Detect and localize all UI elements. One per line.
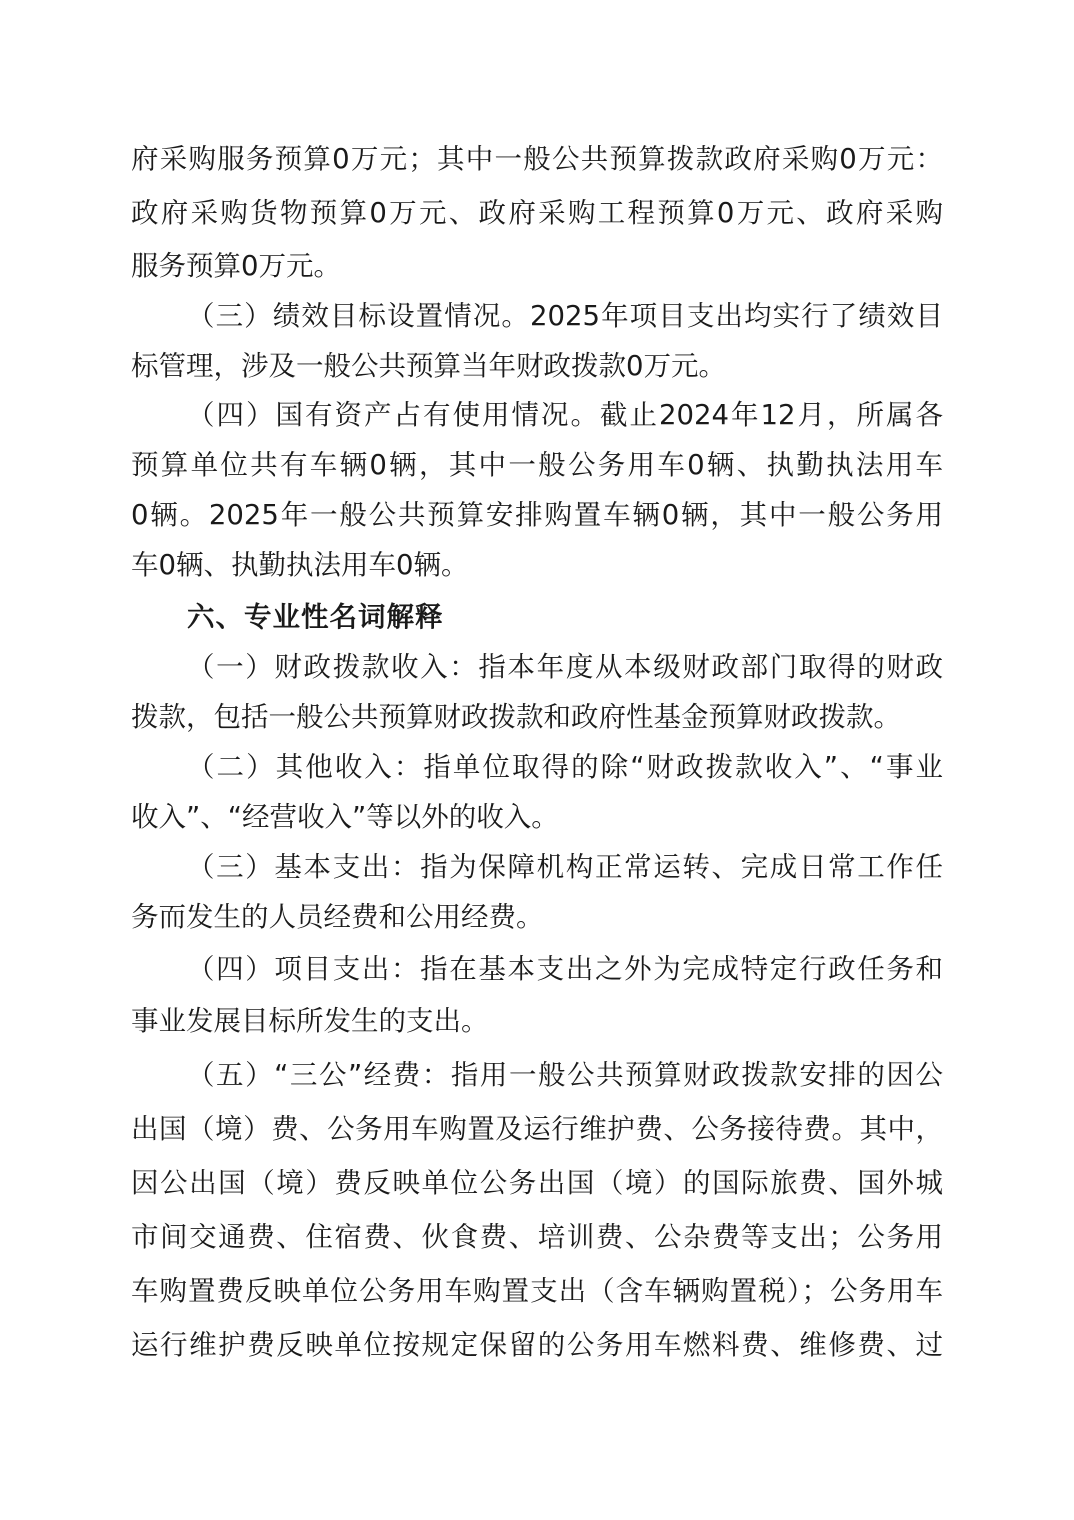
- text-line: 预算单位共有车辆0辆，其中一般公务用车0辆、执勤执法用车: [131, 449, 943, 481]
- text-line: （四）国有资产占有使用情况。截止2024年12月，所属各: [187, 399, 943, 431]
- text-line: 收入”、“经营收入”等以外的收入。: [131, 801, 559, 833]
- text-line: 出国（境）费、公务用车购置及运行维护费、公务接待费。其中，: [131, 1113, 943, 1145]
- text-line: 拨款，包括一般公共预算财政拨款和政府性基金预算财政拨款。: [131, 701, 901, 733]
- text-line: （五）“三公”经费：指用一般公共预算财政拨款安排的因公: [187, 1059, 943, 1091]
- text-line: 事业发展目标所发生的支出。: [131, 1005, 489, 1037]
- text-line: 0辆。2025年一般公共预算安排购置车辆0辆，其中一般公务用: [131, 499, 943, 531]
- text-line: （一）财政拨款收入：指本年度从本级财政部门取得的财政: [187, 651, 943, 683]
- text-line: 务而发生的人员经费和公用经费。: [131, 901, 544, 933]
- text-line: （四）项目支出：指在基本支出之外为完成特定行政任务和: [187, 953, 943, 985]
- text-line: 市间交通费、住宿费、伙食费、培训费、公杂费等支出；公务用: [131, 1221, 943, 1253]
- text-line: 因公出国（境）费反映单位公务出国（境）的国际旅费、国外城: [131, 1167, 943, 1199]
- text-line: （二）其他收入：指单位取得的除“财政拨款收入”、“事业: [187, 751, 943, 783]
- text-line: 政府采购货物预算0万元、政府采购工程预算0万元、政府采购: [131, 197, 943, 229]
- section-heading: 六、专业性名词解释: [187, 601, 444, 633]
- text-line: 府采购服务预算0万元；其中一般公共预算拨款政府采购0万元：: [131, 143, 943, 175]
- text-line: 标管理，涉及一般公共预算当年财政拨款0万元。: [131, 350, 726, 382]
- text-line: （三）绩效目标设置情况。2025年项目支出均实行了绩效目: [187, 300, 943, 332]
- text-line: 运行维护费反映单位按规定保留的公务用车燃料费、维修费、过: [131, 1329, 943, 1361]
- text-line: 车0辆、执勤执法用车0辆。: [131, 549, 469, 581]
- text-line: 车购置费反映单位公务用车购置支出（含车辆购置税）；公务用车: [131, 1275, 943, 1307]
- text-line: （三）基本支出：指为保障机构正常运转、完成日常工作任: [187, 851, 943, 883]
- text-line: 服务预算0万元。: [131, 250, 341, 282]
